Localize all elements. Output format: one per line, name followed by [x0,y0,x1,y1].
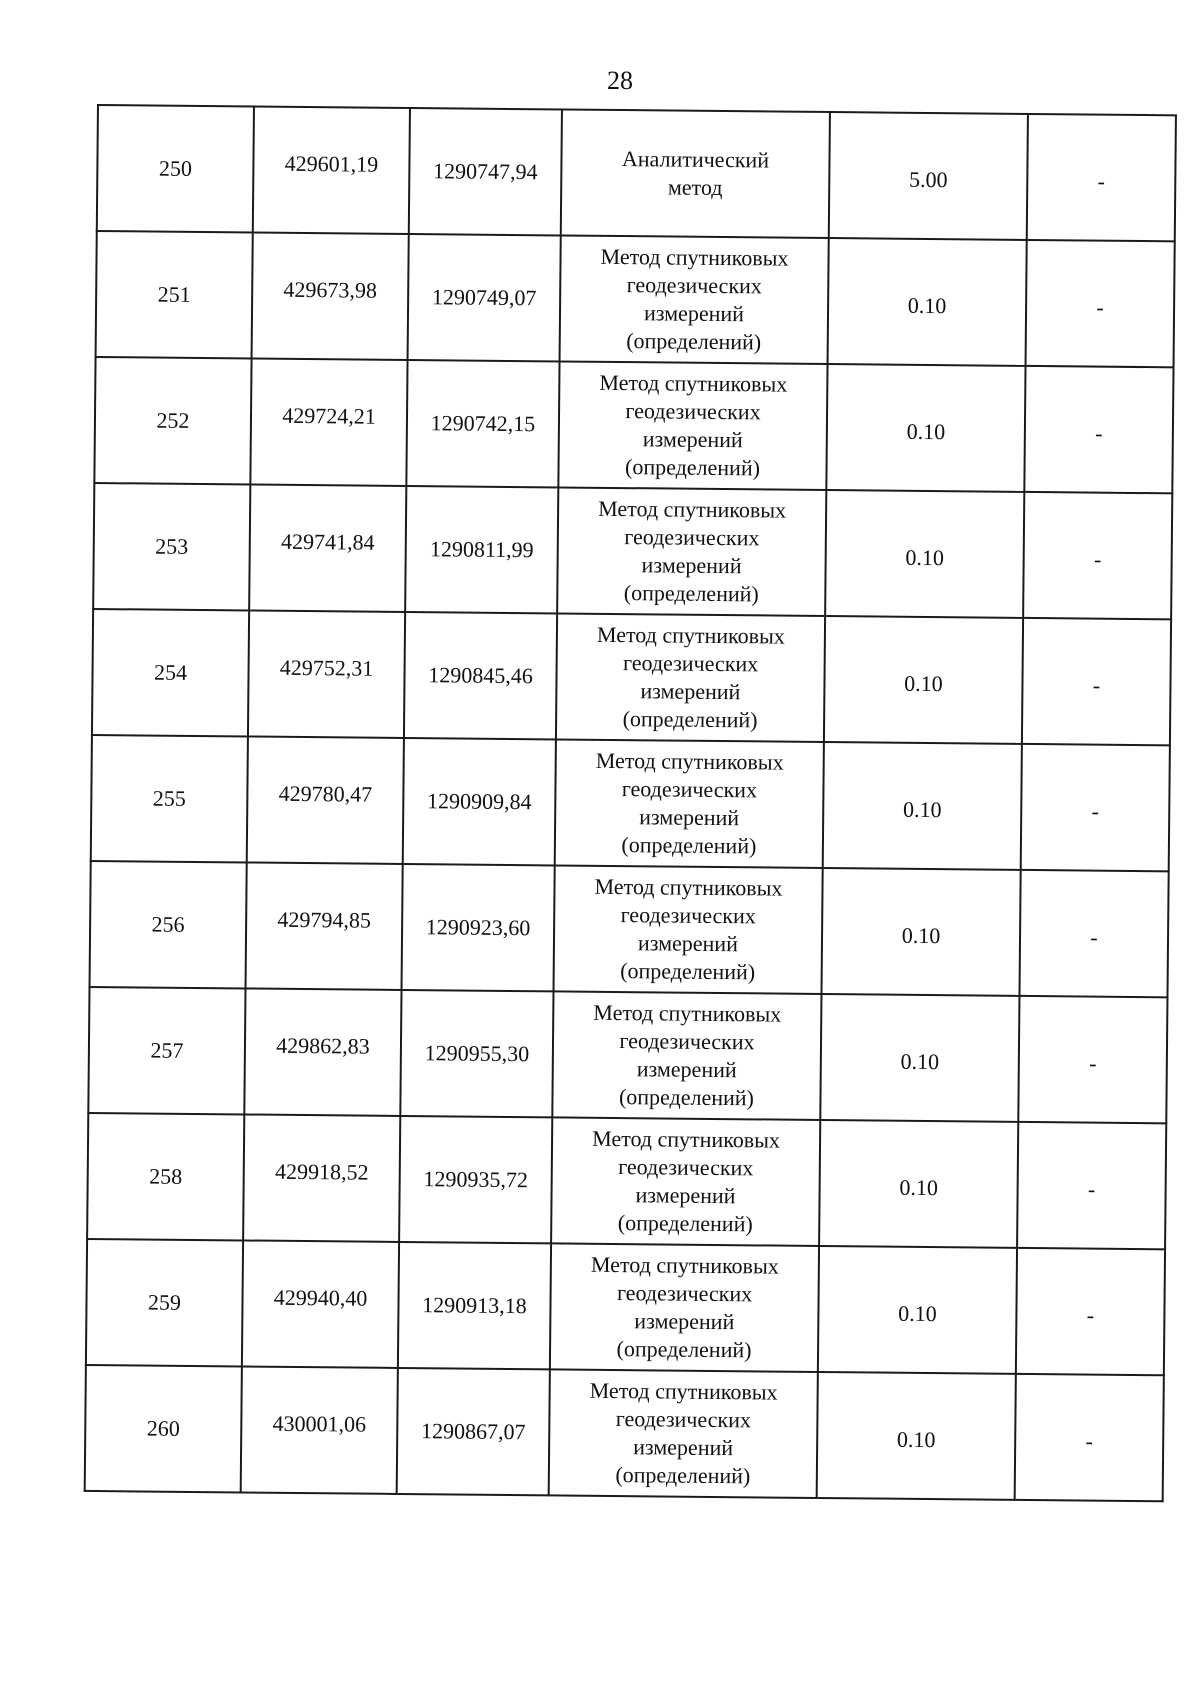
accuracy-cell-text: 0.10 [898,1300,937,1327]
x-coordinate-cell [242,1240,399,1367]
table-row [90,861,1169,997]
method-line: Метод спутниковых [594,873,783,901]
accuracy-cell [823,742,1022,870]
point-number-cell [85,1365,242,1492]
note-cell [1022,618,1171,745]
point-number-cell [96,231,253,358]
x-coordinate-cell [252,233,409,360]
table-row [92,609,1171,745]
method-line: геодезических [622,650,759,677]
method-line: (определений) [622,706,758,733]
method-line: (определений) [616,1336,752,1363]
accuracy-cell-text: 0.10 [901,922,941,949]
method-line: (определений) [623,580,759,607]
table-row [96,231,1175,367]
note-cell-text: - [1097,168,1106,194]
note-cell [1015,1374,1164,1501]
note-cell-text: - [1091,798,1100,824]
y-coordinate-cell-text: 1290955,30 [424,1040,530,1067]
method-line: геодезических [624,524,760,551]
method-line: Метод спутниковых [590,1251,779,1279]
note-cell [1019,870,1168,997]
y-coordinate-cell-text: 1290747,94 [433,158,538,185]
method-line: измерений [640,678,741,705]
method-cell [552,991,821,1120]
point-number-cell [87,1113,244,1240]
point-number-cell-text: 255 [152,785,186,811]
method-line: геодезических [626,272,762,299]
note-cell-text: - [1092,672,1101,698]
accuracy-cell-text: 0.10 [907,292,947,319]
method-line: Метод спутниковых [599,369,788,397]
y-coordinate-cell [402,864,555,991]
point-number-cell [97,105,254,232]
accuracy-cell [820,994,1019,1122]
accuracy-cell [824,616,1023,744]
note-cell-text: - [1085,1428,1093,1454]
method-line: измерений [641,552,742,579]
y-coordinate-cell-text: 1290811,99 [429,536,534,563]
note-cell [1023,492,1172,619]
y-coordinate-cell-text: 1290845,46 [428,662,533,689]
accuracy-cell [825,490,1024,618]
method-line: измерений [637,930,739,957]
x-coordinate-cell-text: 429862,83 [276,1032,370,1059]
y-coordinate-cell [400,990,553,1117]
note-cell [1016,1248,1165,1375]
note-cell-text: - [1096,294,1104,320]
method-cell [556,613,825,742]
method-line: (определений) [617,1210,753,1237]
method-line: (определений) [626,328,762,355]
method-line: Метод спутниковых [589,1377,778,1405]
x-coordinate-cell [247,736,404,863]
note-cell-text: - [1087,1176,1096,1202]
method-line: геодезических [619,1028,755,1055]
method-line: Метод спутниковых [593,999,782,1027]
point-number-cell-text: 250 [158,155,193,181]
method-cell [555,739,824,868]
note-cell-text: - [1090,924,1098,950]
accuracy-cell [818,1246,1017,1374]
x-coordinate-cell [250,358,407,485]
page-number: 28 [607,66,633,95]
method-cell [560,235,829,364]
y-coordinate-cell-text: 1290909,84 [426,788,532,815]
accuracy-cell [817,1372,1016,1500]
method-line: измерений [642,426,743,453]
method-line: Метод спутниковых [596,621,785,649]
method-line: геодезических [616,1280,753,1307]
x-coordinate-cell-text: 430001,06 [272,1410,367,1437]
table-row [87,1113,1166,1249]
x-coordinate-cell [243,1114,400,1241]
point-number-cell-text: 259 [147,1289,182,1315]
y-coordinate-cell-text: 1290749,07 [431,284,537,311]
method-line: геодезических [620,902,756,929]
accuracy-cell [826,364,1025,492]
point-number-cell [93,483,250,610]
y-coordinate-cell [405,486,558,613]
point-number-cell [88,987,245,1114]
accuracy-cell [821,868,1020,996]
accuracy-cell-text: 5.00 [908,166,948,193]
method-line: геодезических [618,1154,754,1181]
note-cell [1018,996,1167,1123]
method-line: измерений [634,1308,735,1335]
method-line: Метод спутниковых [600,243,789,271]
x-coordinate-cell-text: 429741,84 [280,528,375,555]
y-coordinate-cell [397,1368,550,1495]
note-cell-text: - [1086,1302,1095,1328]
method-line: (определений) [615,1462,751,1489]
method-cell [561,109,830,238]
method-line: Метод спутниковых [598,495,787,523]
method-line: измерений [636,1056,737,1083]
point-number-cell [94,357,251,484]
point-number-cell [86,1239,243,1366]
point-number-cell-text: 251 [157,281,191,307]
point-number-cell-text: 257 [150,1037,184,1063]
y-coordinate-cell-text: 1290913,18 [422,1292,527,1319]
x-coordinate-cell-text: 429601,19 [284,150,379,177]
y-coordinate-cell [408,234,561,361]
accuracy-cell-text: 0.10 [899,1174,939,1201]
y-coordinate-cell [404,612,557,739]
x-coordinate-cell-text: 429673,98 [283,276,378,303]
x-coordinate-cell-text: 429918,52 [274,1158,369,1185]
note-cell [1027,114,1176,241]
accuracy-cell [819,1120,1018,1248]
y-coordinate-cell [398,1242,551,1369]
point-number-cell-text: 260 [146,1415,180,1441]
note-cell [1017,1122,1166,1249]
accuracy-cell-text: 0.10 [900,1048,940,1075]
method-cell [557,487,826,616]
table-row [93,483,1172,619]
method-line: (определений) [618,1084,755,1111]
note-cell [1026,240,1175,367]
point-number-cell-text: 258 [149,1163,183,1189]
point-number-cell [92,609,249,736]
y-coordinate-cell [406,360,559,487]
y-coordinate-cell-text: 1290742,15 [430,410,536,437]
method-cell [554,865,823,994]
x-coordinate-cell [241,1366,398,1493]
table-row [86,1239,1165,1375]
accuracy-cell-text: 0.10 [906,418,946,445]
method-line: измерений [635,1182,736,1209]
method-line: (определений) [620,958,756,985]
note-cell [1024,366,1173,493]
table-body [85,105,1176,1501]
accuracy-cell-text: 0.10 [905,544,945,571]
table-row [94,357,1173,493]
x-coordinate-cell-text: 429940,40 [273,1284,368,1311]
method-cell [551,1117,820,1246]
method-line: Аналитический [621,146,770,173]
table-row [88,987,1167,1123]
method-line: измерений [643,300,745,327]
x-coordinate-cell-text: 429794,85 [277,906,372,933]
method-line: Метод спутниковых [592,1125,781,1153]
y-coordinate-cell [399,1116,552,1243]
x-coordinate-cell [249,484,406,611]
note-cell-text: - [1095,420,1103,446]
x-coordinate-cell [253,107,410,234]
method-line: измерений [639,804,740,831]
y-coordinate-cell-text: 1290935,72 [423,1166,529,1193]
table-row [97,105,1176,241]
x-coordinate-cell-text: 429752,31 [279,654,374,681]
method-cell [550,1243,819,1372]
accuracy-cell-text: 0.10 [904,670,943,697]
table-row [91,735,1170,871]
point-number-cell-text: 253 [155,533,189,559]
y-coordinate-cell [409,108,562,235]
x-coordinate-cell [246,862,403,989]
method-line: (определений) [624,454,761,481]
x-coordinate-cell [248,610,405,737]
point-number-cell-text: 252 [156,407,190,433]
x-coordinate-cell-text: 429724,21 [282,402,376,429]
method-line: Метод спутниковых [595,747,784,775]
x-coordinate-cell-text: 429780,47 [278,780,373,807]
point-number-cell [90,861,247,988]
x-coordinate-cell [244,988,401,1115]
accuracy-cell-text: 0.10 [902,796,942,823]
method-line: геодезических [621,776,758,803]
coordinates-table-container [84,104,1157,1502]
method-cell [549,1369,818,1498]
accuracy-cell [829,112,1028,240]
y-coordinate-cell-text: 1290923,60 [425,914,531,941]
point-number-cell-text: 256 [151,911,185,937]
note-cell-text: - [1089,1050,1097,1076]
table-row [85,1365,1164,1501]
method-line: (определений) [621,832,757,859]
method-line: измерений [633,1434,734,1461]
method-line: метод [667,174,723,201]
method-line: геодезических [615,1406,752,1433]
method-line: геодезических [625,398,761,425]
coordinates-table [84,104,1177,1502]
point-number-cell-text: 254 [153,659,188,685]
point-number-cell [91,735,248,862]
accuracy-cell [828,238,1027,366]
accuracy-cell-text: 0.10 [896,1426,936,1453]
y-coordinate-cell-text: 1290867,07 [420,1418,526,1445]
y-coordinate-cell [403,738,556,865]
note-cell-text: - [1093,546,1102,572]
note-cell [1021,744,1170,871]
method-cell [558,361,827,490]
